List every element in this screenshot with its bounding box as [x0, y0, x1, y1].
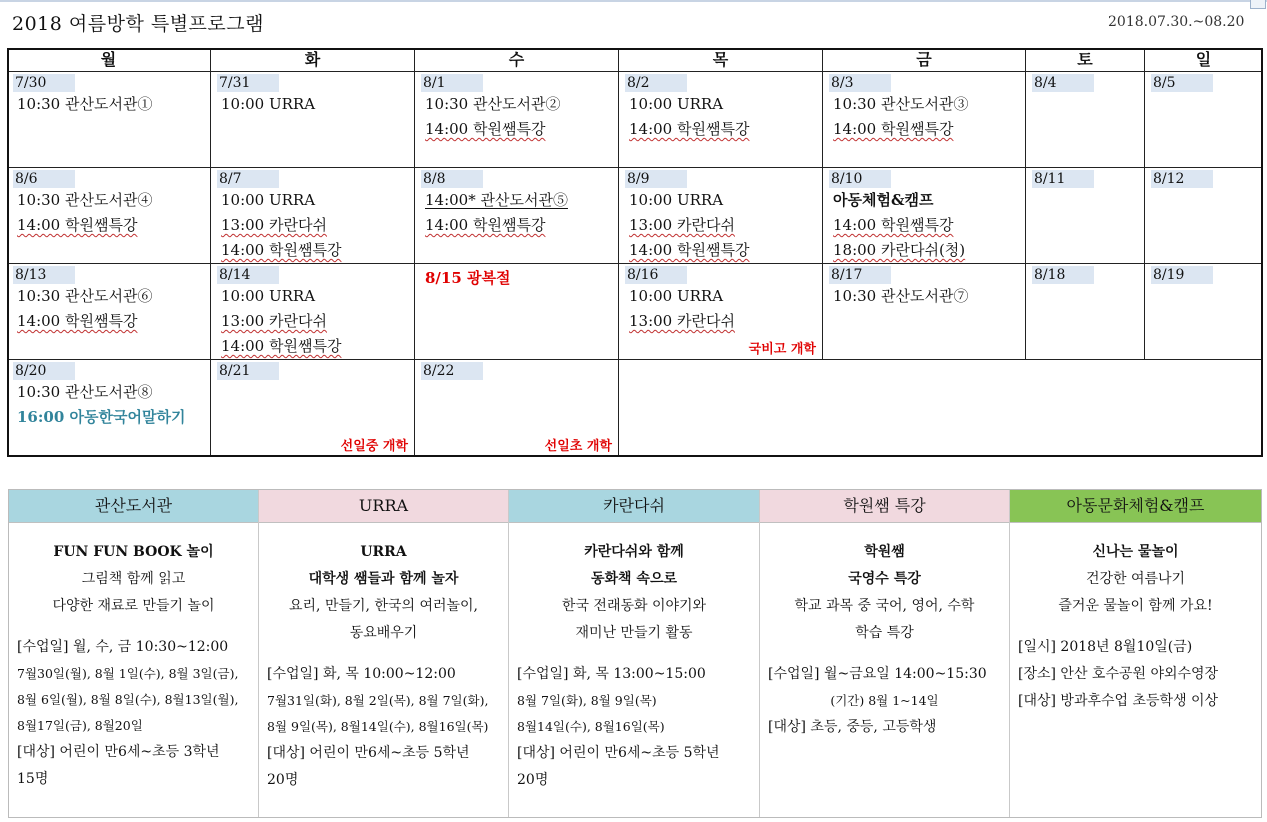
day-number: 8/4: [1032, 74, 1094, 92]
day-cell: [619, 72, 823, 168]
event-entry: 10:30 관산도서관⑥: [17, 287, 153, 305]
day-cell: [7, 72, 211, 168]
program-line: [수업일] 화, 목 10:00~12:00: [267, 666, 456, 682]
day-number: 8/16: [625, 266, 687, 284]
day-cell: [415, 168, 619, 264]
program-line: 그림책 함께 읽고: [81, 571, 186, 587]
program-line: 8월 9일(목), 8월14일(수), 8월16일(목): [267, 719, 489, 734]
weekday-header: 월: [7, 48, 211, 72]
day-number: 8/17: [829, 266, 891, 284]
program-line: 건강한 여름나기: [1085, 571, 1186, 587]
event-entry: 14:00 학원쌤특강: [833, 216, 954, 234]
day-cell: [211, 168, 415, 264]
program-column: [509, 490, 760, 817]
program-header: URRA: [259, 490, 508, 523]
program-line: 한국 전래동화 이야기와: [561, 598, 707, 614]
event-entry: 10:00 URRA: [629, 95, 724, 113]
weekday-header: 화: [211, 48, 415, 72]
day-number: 7/31: [217, 74, 279, 92]
day-cell: [211, 264, 415, 360]
event-entry: 10:00 URRA: [221, 287, 316, 305]
program-line: 학교 과목 중 국어, 영어, 수학: [794, 598, 975, 614]
day-cell: [823, 168, 1026, 264]
program-line: 대학생 쌤들과 함께 놀자: [308, 571, 459, 587]
event-entry: 아동체험&캠프: [833, 191, 934, 209]
spacer: [768, 647, 1001, 661]
day-number: 8/7: [217, 170, 279, 188]
event-entry: 10:00 URRA: [629, 287, 724, 305]
program-line: [대상] 어린이 만6세~초등 5학년: [267, 745, 470, 761]
event-entry: 10:30 관산도서관⑦: [833, 287, 969, 305]
day-number: 8/1: [421, 74, 483, 92]
program-line: 7월31일(화), 8월 2일(목), 8월 7일(화),: [267, 693, 489, 708]
top-border: [0, 0, 1267, 2]
program-line: 20명: [517, 772, 549, 788]
window-corner: [1250, 0, 1266, 9]
school-opening-note: 국비고 개학: [748, 342, 816, 357]
program-line: 다양한 재료로 만들기 놀이: [52, 598, 215, 614]
day-cell: [619, 264, 823, 360]
empty-cell: [619, 360, 1263, 457]
event-entry: 14:00 학원쌤특강: [833, 120, 954, 138]
day-number: 8/21: [217, 362, 279, 380]
program-line: 8월 7일(화), 8월 9일(목): [517, 693, 657, 708]
spacer: [267, 647, 500, 661]
program-line: 학원쌤: [864, 544, 905, 560]
calendar-grid: [7, 48, 1263, 457]
event-entry: 10:00 URRA: [221, 191, 316, 209]
day-cell: [7, 264, 211, 360]
program-line: 신나는 물놀이: [1092, 544, 1179, 560]
event-entry: 8/15 광복절: [425, 269, 511, 287]
program-details: [259, 523, 508, 794]
program-line: 20명: [267, 772, 299, 788]
program-line: [대상] 방과후수업 초등학생 이상: [1018, 693, 1219, 709]
day-number: 8/6: [13, 170, 75, 188]
event-entry: 10:30 관산도서관②: [425, 95, 561, 113]
day-number: 8/10: [829, 170, 891, 188]
weekday-header: 목: [619, 48, 823, 72]
program-line: [수업일] 월~금요일 14:00~15:30: [768, 666, 987, 682]
day-cell: [211, 360, 415, 457]
day-cell: [1145, 264, 1263, 360]
program-line: 즐거운 물놀이 함께 가요!: [1058, 598, 1213, 614]
event-entry: 14:00 학원쌤특강: [629, 120, 750, 138]
event-entry: 10:30 관산도서관⑧: [17, 383, 153, 401]
day-cell: [415, 264, 619, 360]
weekday-header: 일: [1145, 48, 1263, 72]
day-number: 8/12: [1151, 170, 1213, 188]
event-entry: 13:00 카란다쉬: [221, 312, 327, 330]
event-entry: 10:00 URRA: [629, 191, 724, 209]
day-number: 8/13: [13, 266, 75, 284]
day-cell: [1026, 72, 1145, 168]
event-entry: 18:00 카란다쉬(청): [833, 241, 966, 259]
day-number: 8/11: [1032, 170, 1094, 188]
weekday-header: 금: [823, 48, 1026, 72]
day-number: 8/5: [1151, 74, 1213, 92]
day-cell: [211, 72, 415, 168]
spacer: [17, 620, 250, 634]
weekday-header: 토: [1026, 48, 1145, 72]
program-header: 아동문화체험&캠프: [1010, 490, 1261, 523]
day-cell: [7, 360, 211, 457]
program-info-table: [8, 489, 1262, 818]
program-column: [1010, 490, 1261, 817]
program-line: [장소] 안산 호수공원 야외수영장: [1018, 666, 1219, 682]
program-line: [대상] 초등, 중등, 고등학생: [768, 719, 937, 735]
weekday-header: 수: [415, 48, 619, 72]
school-opening-note: 선일중 개학: [340, 439, 408, 454]
program-line: [수업일] 월, 수, 금 10:30~12:00: [17, 639, 229, 655]
event-entry: 14:00* 관산도서관⑤: [425, 191, 568, 209]
day-cell: [823, 72, 1026, 168]
program-column: [9, 490, 259, 817]
program-header: 학원쌤 특강: [760, 490, 1009, 523]
program-line: 8월14일(수), 8월16일(목): [517, 719, 665, 734]
program-details: [509, 523, 759, 794]
event-entry: 14:00 학원쌤특강: [221, 241, 342, 259]
day-number: 8/19: [1151, 266, 1213, 284]
spacer: [517, 647, 751, 661]
program-column: [259, 490, 509, 817]
day-cell: [1026, 168, 1145, 264]
day-cell: [1026, 264, 1145, 360]
event-entry: 14:00 학원쌤특강: [221, 337, 342, 355]
event-entry: 14:00 학원쌤특강: [17, 312, 138, 330]
event-entry: 14:00 학원쌤특강: [17, 216, 138, 234]
day-number: 8/9: [625, 170, 687, 188]
program-line: 8월 6일(월), 8월 8일(수), 8월13일(월),: [17, 692, 239, 707]
program-details: [1010, 523, 1261, 715]
day-number: 8/22: [421, 362, 483, 380]
day-number: 8/3: [829, 74, 891, 92]
program-line: 재미난 만들기 활동: [575, 625, 693, 641]
day-cell: [619, 168, 823, 264]
day-number: 7/30: [13, 74, 75, 92]
day-cell: [1145, 72, 1263, 168]
event-entry: 10:30 관산도서관③: [833, 95, 969, 113]
program-line: [대상] 어린이 만6세~초등 3학년: [17, 744, 220, 760]
program-line: 동요배우기: [349, 625, 418, 641]
day-number: 8/20: [13, 362, 75, 380]
day-number: 8/2: [625, 74, 687, 92]
program-line: [대상] 어린이 만6세~초등 5학년: [517, 745, 720, 761]
day-number: 8/8: [421, 170, 483, 188]
program-line: 요리, 만들기, 한국의 여러놀이,: [289, 598, 478, 614]
program-details: [9, 523, 258, 793]
date-range: 2018.07.30.~08.20: [1108, 14, 1245, 30]
program-line: 국영수 특강: [848, 571, 921, 587]
program-details: [760, 523, 1009, 741]
event-entry: 14:00 학원쌤특강: [425, 120, 546, 138]
event-entry: 13:00 카란다쉬: [221, 216, 327, 234]
event-entry: 14:00 학원쌤특강: [425, 216, 546, 234]
event-entry: 14:00 학원쌤특강: [629, 241, 750, 259]
page-title: 2018 여름방학 특별프로그램: [12, 13, 264, 35]
program-line: 카란다쉬와 함께: [584, 544, 684, 560]
program-line: 7월30일(월), 8월 1일(수), 8월 3일(금),: [17, 666, 239, 681]
day-number: 8/18: [1032, 266, 1094, 284]
day-cell: [415, 72, 619, 168]
day-number: 8/14: [217, 266, 279, 284]
event-entry: 10:30 관산도서관④: [17, 191, 153, 209]
day-cell: [415, 360, 619, 457]
event-entry: 16:00 아동한국어말하기: [17, 408, 186, 426]
program-line: 동화책 속으로: [590, 571, 678, 587]
day-cell: [1145, 168, 1263, 264]
program-line: 15명: [17, 771, 49, 787]
program-line: 학습 특강: [855, 625, 914, 641]
program-line: [수업일] 화, 목 13:00~15:00: [517, 666, 706, 682]
program-line: [일시] 2018년 8월10일(금): [1018, 639, 1193, 655]
program-line: URRA: [360, 544, 407, 560]
school-opening-note: 선일초 개학: [544, 439, 612, 454]
program-line: FUN FUN BOOK 놀이: [53, 544, 214, 560]
program-header: 관산도서관: [9, 490, 258, 523]
program-line: 8월17일(금), 8월20일: [17, 718, 143, 733]
day-cell: [823, 264, 1026, 360]
spacer: [1018, 620, 1253, 634]
program-column: [760, 490, 1010, 817]
event-entry: 13:00 카란다쉬: [629, 216, 735, 234]
event-entry: 13:00 카란다쉬: [629, 312, 735, 330]
event-entry: 10:00 URRA: [221, 95, 316, 113]
day-cell: [7, 168, 211, 264]
event-entry: 10:30 관산도서관①: [17, 95, 153, 113]
program-header: 카란다쉬: [509, 490, 759, 523]
program-line: (기간) 8월 1~14일: [830, 693, 939, 708]
